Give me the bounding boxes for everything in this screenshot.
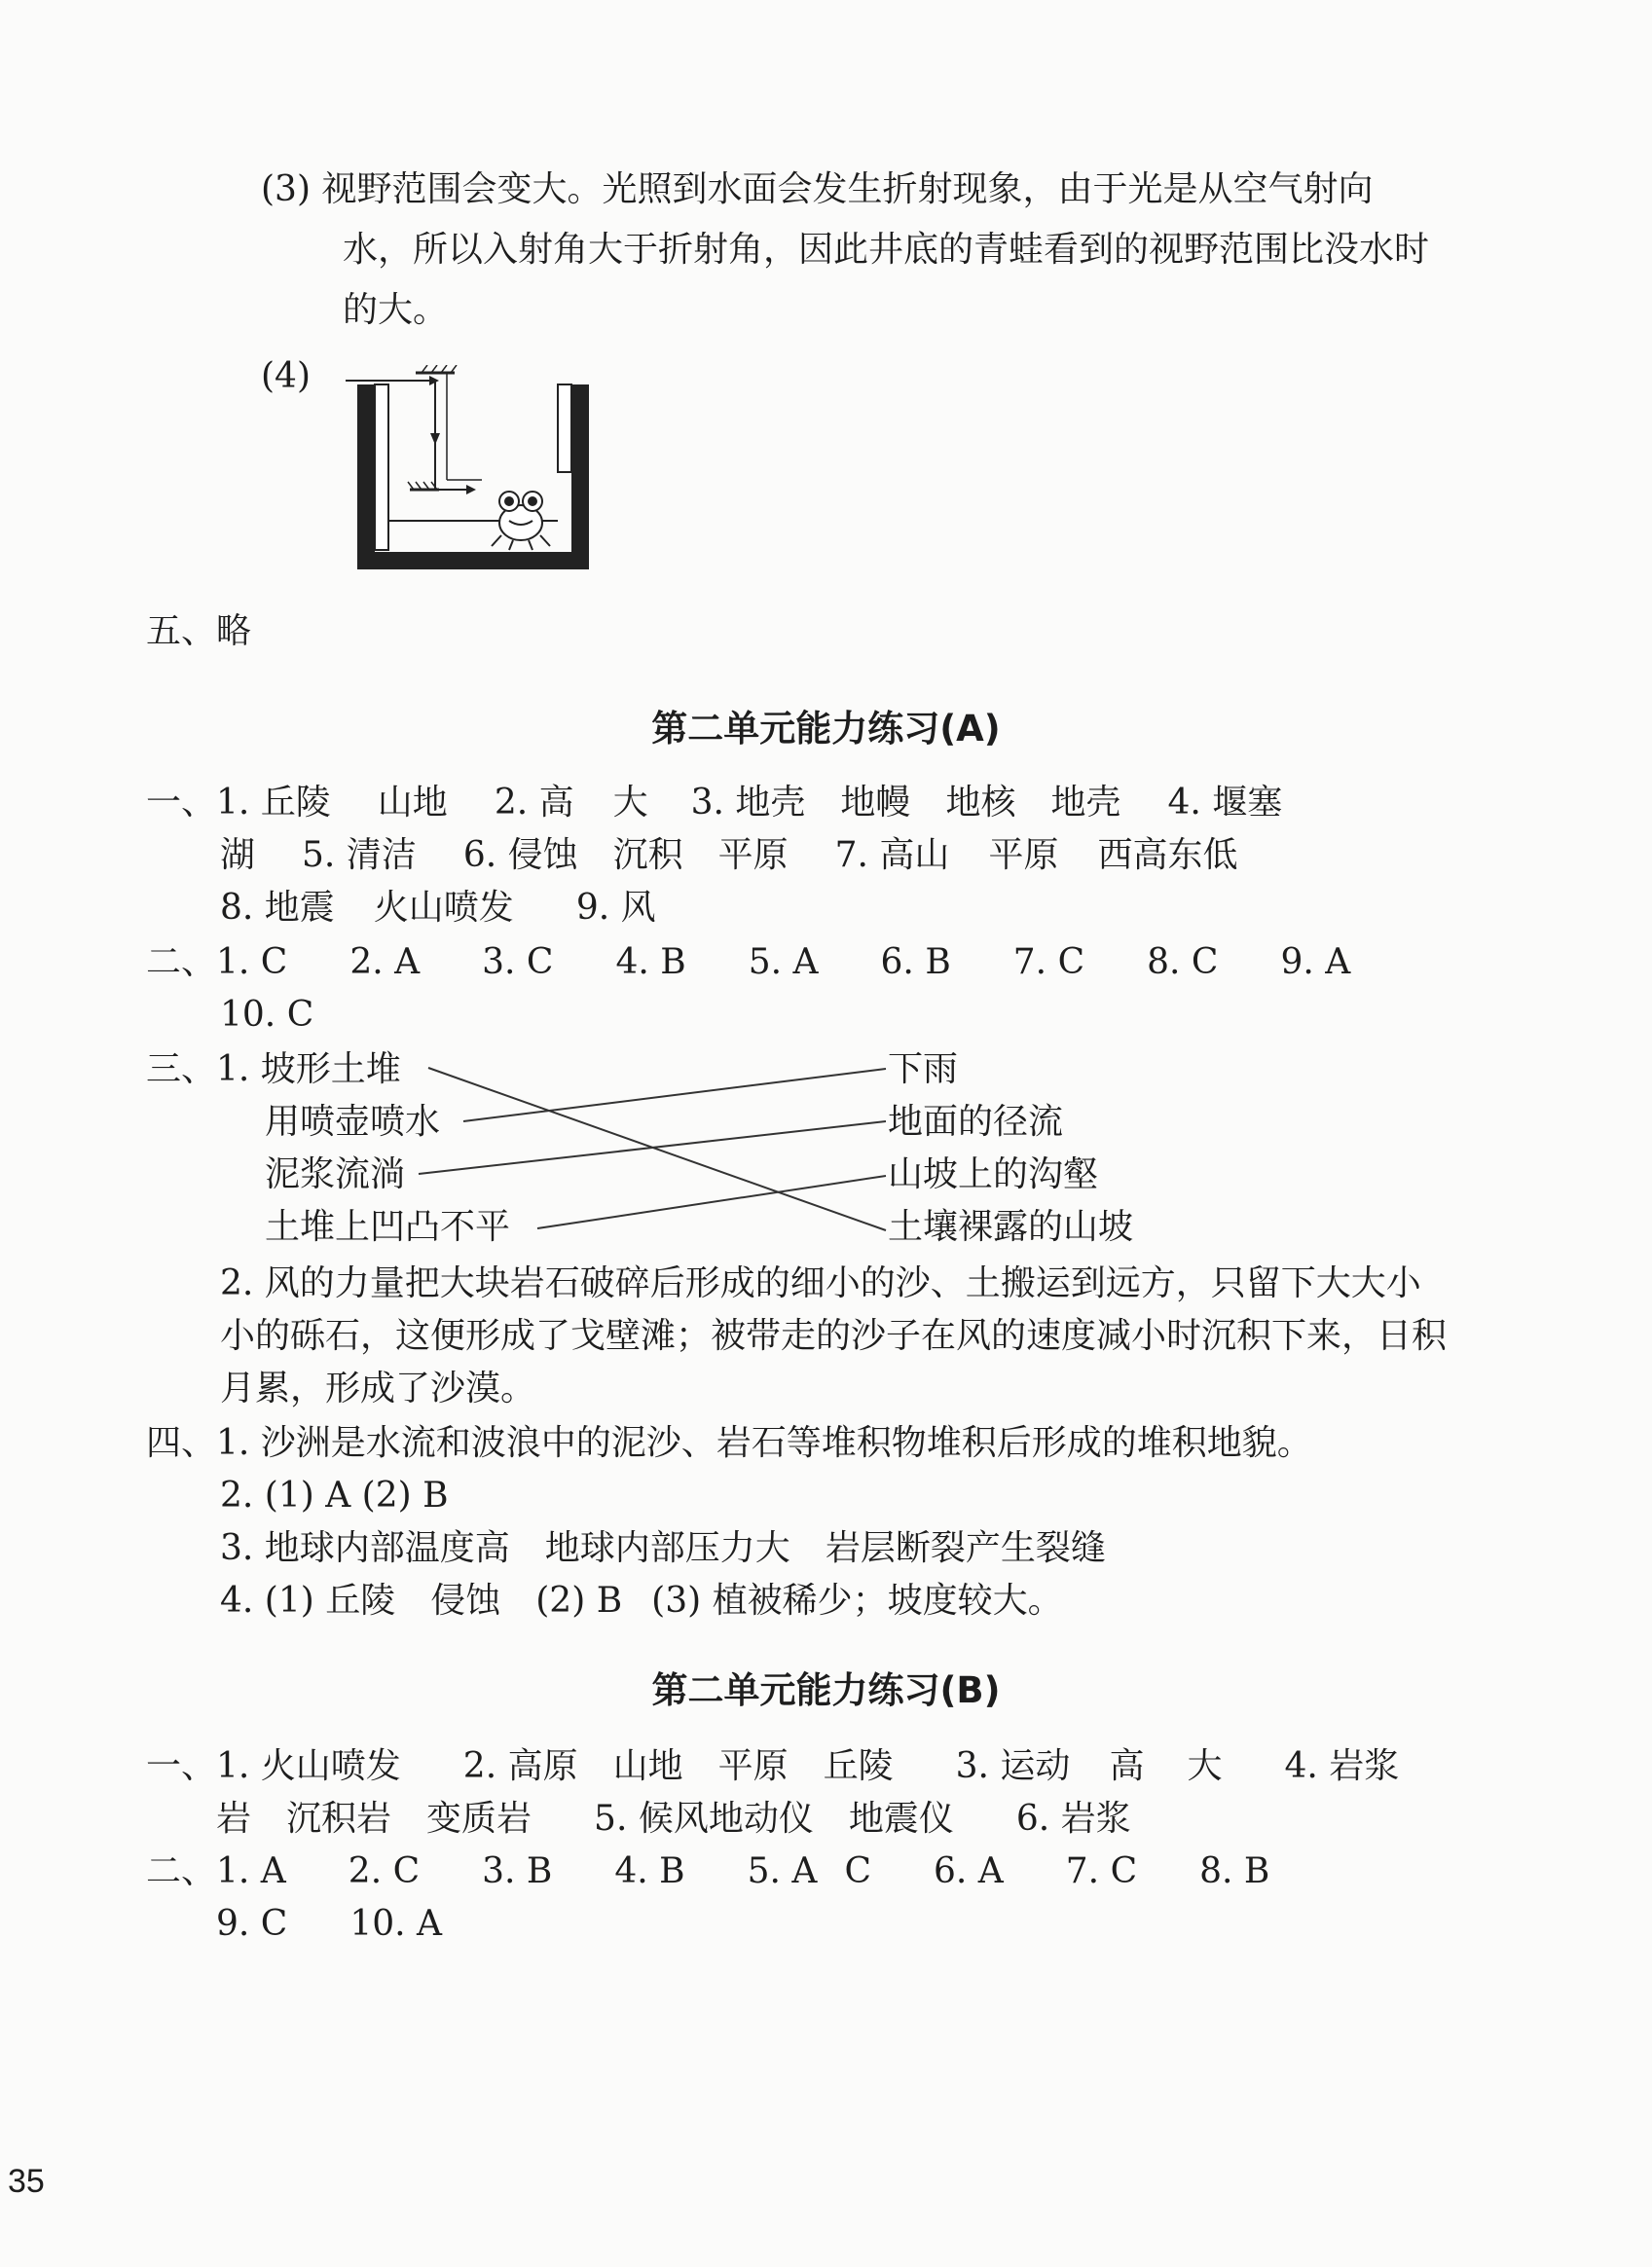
answer-text: 2. 高 [494, 783, 574, 823]
answer-text: 5. A [747, 1851, 818, 1891]
q4-part3-line2: 水，所以入射角大于折射角，因此井底的青蛙看到的视野范围比没水时 [343, 230, 1430, 270]
answer-text: 平原 [717, 835, 789, 875]
match-left-2: 用喷壶喷水 [265, 1102, 441, 1142]
answer-text: 3. 地球内部温度高 [220, 1528, 510, 1568]
answer-text: 二、1. A [146, 1851, 286, 1891]
answer-text: 8. B [1199, 1851, 1270, 1891]
answer-text: 岩层断裂产生裂缝 [825, 1528, 1106, 1568]
answer-text: 二、1. C [146, 942, 288, 982]
answer-text: 火山喷发 [373, 888, 514, 928]
unit2a-s3-q2-line2: 小的砾石，这便形成了戈壁滩；被带走的沙子在风的速度减小时沉积下来，日积 [220, 1316, 1448, 1356]
answer-text: 丘陵 [823, 1746, 894, 1786]
answer-text: 2. C [348, 1851, 421, 1891]
q4-part3-line3: 的大。 [343, 290, 449, 330]
match-left-3: 泥浆流淌 [265, 1154, 406, 1194]
answer-text: 9. C [216, 1904, 288, 1944]
answer-text: 4. (1) 丘陵 [220, 1581, 396, 1621]
answer-text: 3. B [482, 1851, 553, 1891]
q4-part4-label: (4) [261, 356, 311, 396]
unit2b-s1-line1 [146, 1740, 1399, 1793]
match-left-4: 土堆上凹凸不平 [265, 1207, 511, 1247]
answer-text: 9. 风 [575, 888, 656, 928]
unit2a-s4-line3 [220, 1522, 1106, 1575]
answer-text: 5. 清洁 [302, 835, 417, 875]
unit2a-s2-line2: 10. C [220, 995, 314, 1035]
answer-text: 湖 [220, 835, 256, 875]
answer-text: 3. 运动 [955, 1746, 1071, 1786]
answer-text: 6. A [933, 1851, 1004, 1891]
answer-text: (3) 植被稀少；坡度较大。 [651, 1581, 1063, 1621]
answer-text: 地壳 [1050, 783, 1121, 823]
answer-text: 4. 岩浆 [1284, 1746, 1400, 1786]
answer-text: 6. B [880, 942, 951, 982]
answer-text: 地震仪 [848, 1799, 954, 1839]
answer-text: 2. A [349, 942, 421, 982]
answer-text: 山地 [377, 783, 448, 823]
unit2a-s4-line2: 2. (1) A (2) B [220, 1476, 449, 1516]
q4-part3-text1: 视野范围会变大。光照到水面会发生折射现象，由于光是从空气射向 [321, 169, 1374, 209]
answer-text: 西高东低 [1097, 835, 1238, 875]
unit2b-s2-line1 [146, 1846, 1269, 1898]
answer-text: 大 [612, 783, 648, 823]
unit2a-s4-line4 [220, 1575, 1063, 1627]
answer-text: 沉积岩 [286, 1799, 392, 1839]
answer-text: 岩 [216, 1799, 252, 1839]
unit2a-title: 第二单元能力练习(A) [651, 708, 1001, 750]
answer-text: 4. 堰塞 [1167, 783, 1283, 823]
answer-text: 大 [1187, 1746, 1223, 1786]
unit2b-title: 第二单元能力练习(B) [651, 1669, 1001, 1711]
answer-text: 高 [1109, 1746, 1145, 1786]
answer-text: 地幔 [840, 783, 911, 823]
answer-text: 7. C [1012, 942, 1085, 982]
answer-text: 6. 岩浆 [1015, 1799, 1131, 1839]
answer-text: 8. 地震 [220, 888, 335, 928]
unit2b-s1-line2 [216, 1793, 1131, 1846]
answer-text: 一、1. 丘陵 [146, 783, 331, 823]
answer-text: 3. 地壳 [690, 783, 806, 823]
match-right-1: 下雨 [888, 1049, 959, 1089]
answer-text: 地核 [945, 783, 1016, 823]
match-right-4: 土壤裸露的山坡 [888, 1207, 1134, 1247]
answer-text: (2) B [535, 1581, 623, 1621]
q4-part3-label: (3) [261, 169, 311, 209]
answer-text: 9. A [1280, 942, 1351, 982]
unit2b-s2-line2 [216, 1898, 442, 1951]
answer-text: 4. B [614, 1851, 685, 1891]
unit2a-s4-line1: 四、1. 沙洲是水流和波浪中的泥沙、岩石等堆积物堆积后形成的堆积地貌。 [146, 1423, 1312, 1463]
answer-text: 变质岩 [426, 1799, 532, 1839]
answer-text: 沉积 [612, 835, 683, 875]
answer-text: 10. A [349, 1904, 443, 1944]
section-five: 五、略 [146, 611, 252, 651]
answer-text: 6. 侵蚀 [462, 835, 578, 875]
answer-text: 平原 [988, 835, 1059, 875]
answer-text: 侵蚀 [430, 1581, 501, 1621]
answer-text: 7. C [1065, 1851, 1138, 1891]
page-number: 35 [8, 2163, 45, 2200]
answer-text: C [844, 1851, 871, 1891]
answer-text: 5. A [748, 942, 819, 982]
answer-text: 山地 [612, 1746, 683, 1786]
match-left-1: 三、1. 坡形土堆 [146, 1049, 401, 1089]
answer-text: 5. 候风地动仪 [594, 1799, 814, 1839]
answer-text: 4. B [615, 942, 686, 982]
answer-text: 平原 [717, 1746, 789, 1786]
answer-text: 8. C [1147, 942, 1219, 982]
answer-text: 3. C [482, 942, 554, 982]
answer-text: 7. 高山 [834, 835, 950, 875]
match-right-2: 地面的径流 [888, 1102, 1064, 1142]
match-right-3: 山坡上的沟壑 [888, 1154, 1099, 1194]
unit2a-s3-q2-line1: 2. 风的力量把大块岩石破碎后形成的细小的沙、土搬运到远方，只留下大大小 [220, 1263, 1421, 1303]
answer-text: 地球内部压力大 [544, 1528, 790, 1568]
answer-text: 2. 高原 [462, 1746, 578, 1786]
unit2a-s3-q2-line3: 月累，形成了沙漠。 [220, 1369, 536, 1408]
answer-text: 一、1. 火山喷发 [146, 1746, 401, 1786]
